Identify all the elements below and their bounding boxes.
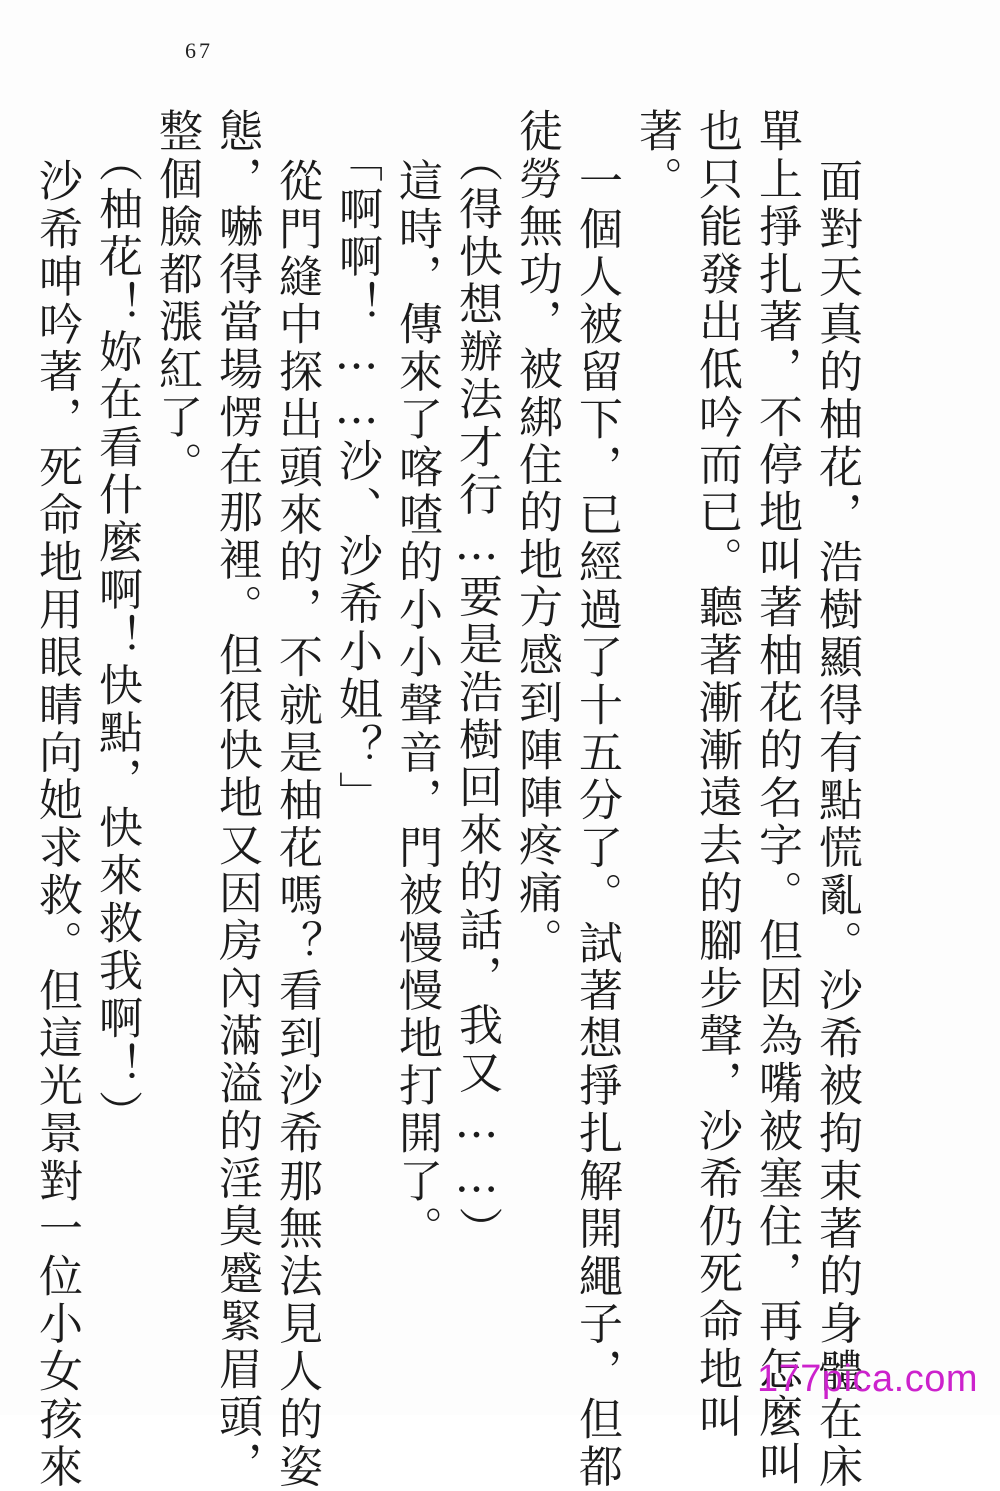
text-column-14: 沙希呻吟著，死命地用眼睛向她求救。但這光景對一位小女孩來 [31,158,82,1491]
text-column-3: 也只能發出低吟而已。聽著漸漸遠去的腳步聲，沙希仍死命地叫 [691,108,742,1441]
text-column-12: 整個臉都漲紅了。 [151,108,202,489]
watermark: 177pica.com [757,1358,978,1400]
page-number: 67 [185,38,213,63]
text-column-7: （得快想辦法才行…要是浩樹回來的話，我又……） [451,138,502,1254]
text-column-9: 「啊啊！……沙、沙希小姐？」 [331,138,382,819]
text-column-8: 這時，傳來了喀喳的小小聲音，門被慢慢地打開了。 [391,158,442,1253]
text-column-13: （柚花！妳在看什麼啊！快點，快來救我啊！） [91,138,142,1138]
text-column-10: 從門縫中探出頭來的，不就是柚花嗎？看到沙希那無法見人的姿 [271,158,322,1491]
text-column-4: 著。 [631,108,682,204]
text-column-11: 態，嚇得當場愣在那裡。但很快地又因房內滿溢的淫臭蹙緊眉頭， [211,108,262,1489]
text-column-5: 一個人被留下，已經過了十五分了。試著想掙扎解開繩子，但都 [571,158,622,1491]
text-column-1: 面對天真的柚花，浩樹顯得有點慌亂。沙希被拘束著的身體在床 [811,158,862,1491]
text-column-2: 單上掙扎著，不停地叫著柚花的名字。但因為嘴被塞住，再怎麼叫 [751,108,802,1489]
text-column-6: 徒勞無功，被綁住的地方感到陣陣疼痛。 [511,108,562,965]
